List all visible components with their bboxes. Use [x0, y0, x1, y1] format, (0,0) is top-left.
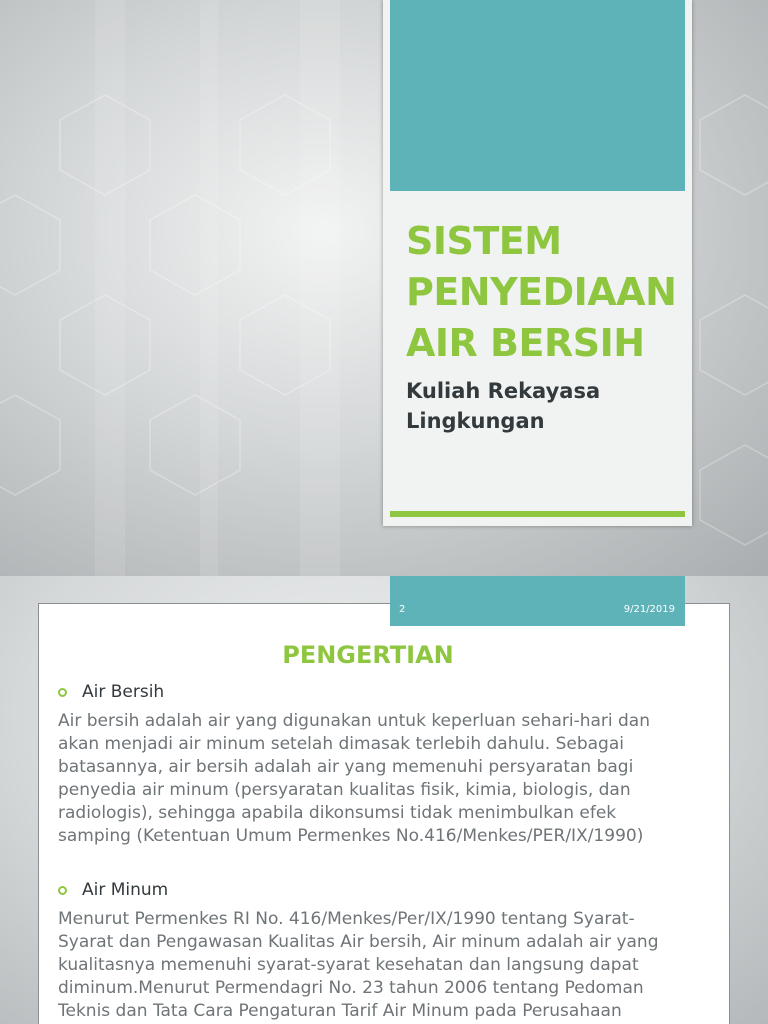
- paragraph-line: akan menjadi air minum setelah dimasak terlebih dahulu. Sebagai: [58, 734, 624, 754]
- paragraph-line: kualitasnya memenuhi syarat-syarat kesehatan dan langsung dapat: [58, 955, 639, 975]
- paragraph-line: samping (Ketentuan Umum Permenkes No.416/Menkes/PER/IX/1990): [58, 826, 644, 846]
- paragraph-line: penyedia air minum (persyaratan kualitas fisik, kimia, biologis, dan: [58, 780, 631, 800]
- bullet-title: Air Bersih: [82, 682, 165, 702]
- paragraph-line: Teknis dan Tata Cara Pengaturan Tarif Air Minum pada Perusahaan: [58, 1001, 622, 1021]
- bullet-air-minum: [58, 880, 168, 900]
- section-heading: PENGERTIAN: [282, 641, 454, 669]
- title-line: SISTEM: [406, 219, 562, 263]
- green-accent-bar: [390, 511, 685, 517]
- content-slide: [0, 576, 768, 1024]
- subtitle-line: Lingkungan: [406, 409, 545, 433]
- paragraph-air-bersih: [58, 710, 738, 848]
- bullet-ring-icon: [58, 886, 67, 895]
- slide-title: [406, 216, 688, 369]
- slide-date: 9/21/2019: [623, 604, 675, 615]
- paragraph-line: Menurut Permenkes RI No. 416/Menkes/Per/IX/1990 tentang Syarat-: [58, 909, 635, 929]
- bullet-ring-icon: [58, 688, 67, 697]
- paragraph-air-minum: [58, 908, 738, 1023]
- paragraph-line: Air bersih adalah air yang digunakan untuk keperluan sehari-hari dan: [58, 711, 650, 731]
- paragraph-line: radiologis), sehingga apabila dikonsumsi tidak menimbulkan efek: [58, 803, 617, 823]
- slide-number: 2: [399, 604, 406, 615]
- bullet-title: Air Minum: [82, 880, 169, 900]
- paragraph-line: Syarat dan Pengawasan Kualitas Air bersih, Air minum adalah air yang: [58, 932, 659, 952]
- subtitle-line: Kuliah Rekayasa: [406, 379, 601, 403]
- bullet-air-bersih: [58, 682, 164, 702]
- paragraph-line: batasannya, air bersih adalah air yang memenuhi persyaratan bagi: [58, 757, 634, 777]
- slide-header-band: [390, 576, 685, 626]
- teal-header-block: [390, 0, 685, 191]
- title-panel: [383, 0, 692, 526]
- title-line: AIR BERSIH: [406, 321, 645, 365]
- title-line: PENYEDIAAN: [406, 270, 677, 314]
- paragraph-line: diminum.Menurut Permendagri No. 23 tahun 2006 tentang Pedoman: [58, 978, 644, 998]
- slide-subtitle: [406, 376, 686, 436]
